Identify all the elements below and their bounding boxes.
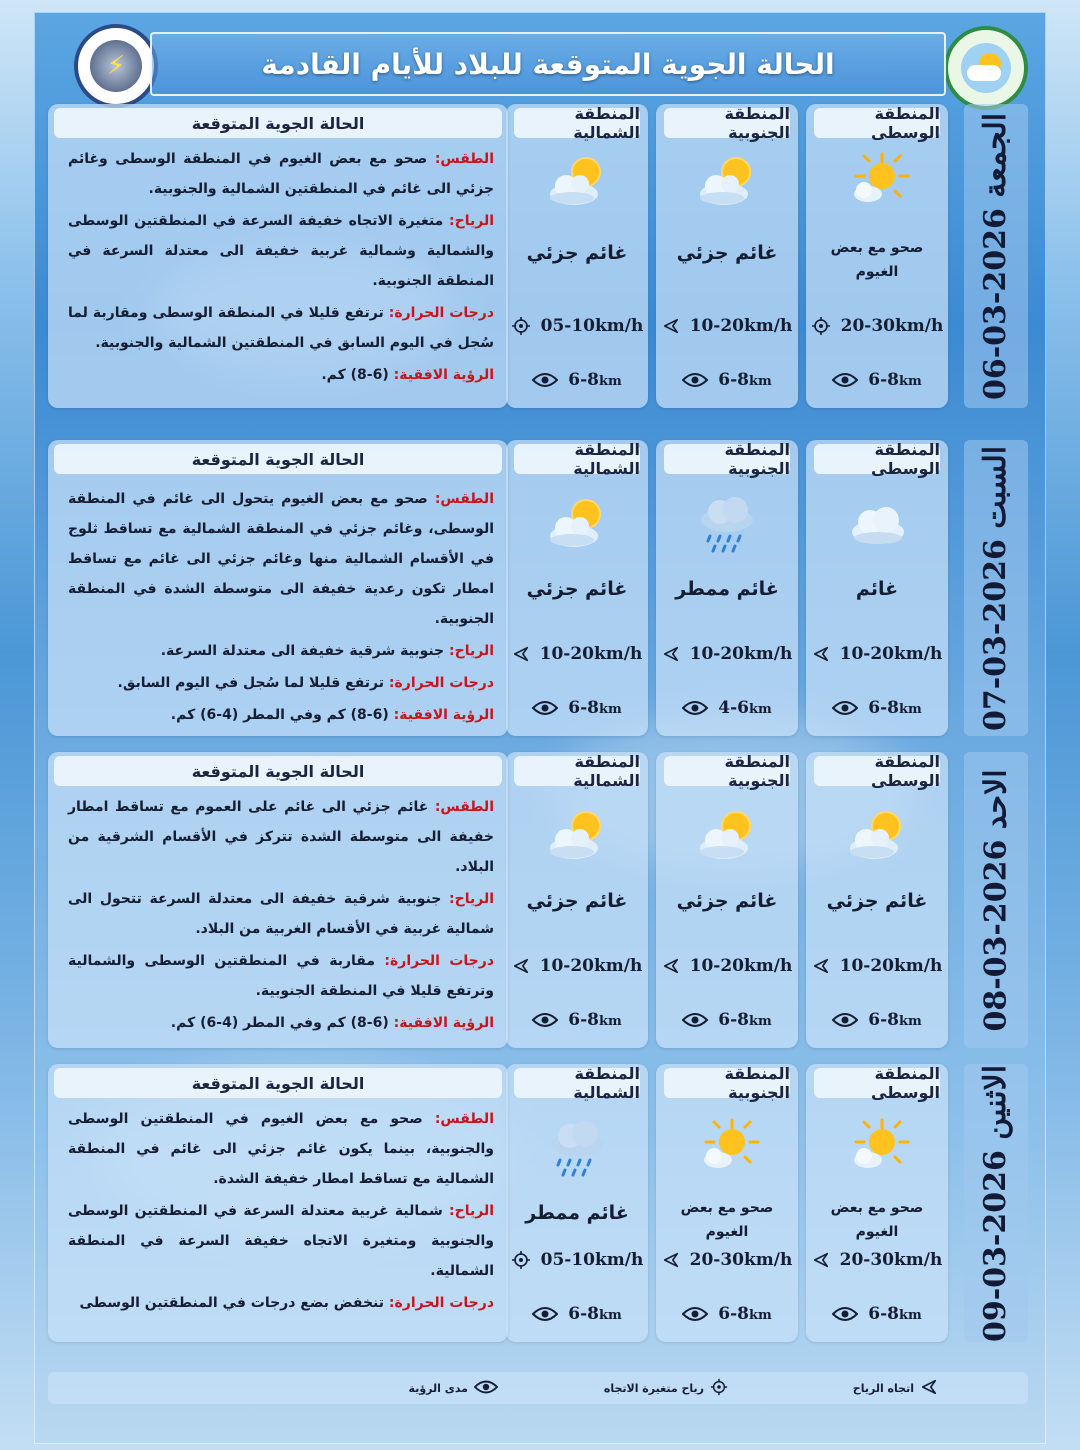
visibility-row — [506, 370, 648, 390]
visibility-row — [806, 1010, 948, 1030]
wind-row — [656, 1250, 798, 1270]
forecast-text: (6-8) كم وفي المطر (4-6) كم. — [170, 707, 394, 723]
weather-dept-logo: ⚡ — [74, 24, 158, 108]
region-condition: غائم ممطر — [525, 1202, 629, 1224]
visibility-value: 6-8 — [568, 1304, 599, 1324]
region-title: المنطقة الشمالية — [514, 108, 640, 138]
region-title: المنطقة الشمالية — [514, 444, 640, 474]
forecast-title: الحالة الجوية المتوقعة — [54, 108, 502, 138]
region-condition: صحو مع بعض الغيوم — [830, 240, 924, 280]
legend-variable-wind — [604, 1378, 728, 1399]
visibility-row — [656, 1304, 798, 1324]
eye-icon — [682, 372, 708, 388]
region-title: المنطقة الجنوبية — [664, 444, 790, 474]
visibility-row — [506, 698, 648, 718]
region-title: المنطقة الوسطى — [814, 444, 940, 474]
forecast-label: درجات الحرارة: — [384, 953, 495, 969]
forecast-text: جنوبية شرقية خفيفة الى معتدلة السرعة. — [160, 643, 450, 659]
forecast-label: الرياح: — [449, 213, 494, 229]
region-card-south — [656, 104, 798, 408]
forecast-body — [68, 484, 494, 732]
wind-row — [506, 644, 648, 664]
region-condition: غائم جزئي — [526, 890, 628, 912]
visibility-value: 6-8 — [568, 1010, 599, 1030]
eye-icon — [832, 1012, 858, 1028]
forecast-text: غائم جزئي الى غائم على العموم مع تساقط امطار خفيفة الى متوسطة الشدة تتركز في الأقسام الشرقية من البلاد. — [68, 799, 494, 875]
wind-row — [806, 316, 948, 336]
day-date-column — [964, 104, 1028, 408]
forecast-paragraph — [68, 1288, 494, 1318]
region-condition: صحو مع بعض الغيوم — [830, 1200, 924, 1240]
visibility-row — [656, 1010, 798, 1030]
region-condition: غائم جزئي — [526, 578, 628, 600]
visibility-unit: km — [598, 374, 622, 389]
meteorology-authority-logo — [944, 26, 1028, 110]
region-card-south — [656, 752, 798, 1048]
forecast-paragraph — [68, 144, 494, 204]
wind-speed: 05-10km/h — [540, 1250, 644, 1270]
region-card-central — [806, 440, 948, 736]
legend-wind-direction — [853, 1378, 938, 1399]
wind-row — [806, 956, 948, 976]
region-title: المنطقة الشمالية — [514, 1068, 640, 1098]
visibility-row — [806, 370, 948, 390]
visibility-row — [656, 370, 798, 390]
partly-cloudy-icon — [842, 802, 912, 872]
region-card-north — [506, 104, 648, 408]
wind-speed: 20-30km/h — [839, 1250, 943, 1270]
visibility-unit: km — [898, 1014, 922, 1029]
wind-speed: 10-20km/h — [689, 956, 793, 976]
visibility-unit: km — [748, 1308, 772, 1323]
forecast-text: تنخفض بضع درجات في المنطقتين الوسطى — [79, 1295, 389, 1311]
region-condition: غائم ممطر — [675, 578, 779, 600]
forecast-paragraph — [68, 484, 494, 634]
eye-icon — [532, 1306, 558, 1322]
variable-wind-icon — [811, 316, 831, 336]
wind-row — [806, 644, 948, 664]
forecast-text: ترتفع قليلا في المنطقة الوسطى ومقاربة لما سُجل في اليوم السابق في المنطقتين الشمالية والجنوبية. — [68, 305, 494, 351]
eye-icon — [474, 1379, 498, 1398]
visibility-value: 6-8 — [718, 370, 749, 390]
forecast-text-card — [48, 440, 508, 736]
forecast-text-card — [48, 1064, 508, 1342]
wind-direction-icon — [662, 645, 680, 663]
forecast-label: الرياح: — [449, 891, 494, 907]
wind-direction-icon — [662, 1251, 680, 1269]
visibility-unit: km — [598, 1308, 622, 1323]
wind-row — [656, 956, 798, 976]
eye-icon — [532, 372, 558, 388]
eye-icon — [832, 700, 858, 716]
visibility-row — [506, 1010, 648, 1030]
forecast-paragraph — [68, 884, 494, 944]
forecast-text: صحو مع بعض الغيوم في المنطقة الوسطى وغائم جزئي الى غائم في المنطقتين الشمالية والجنوبية. — [68, 151, 494, 197]
day-date: الاثنين 2026-03-09 — [978, 1064, 1014, 1342]
eye-icon — [682, 1012, 708, 1028]
region-card-north — [506, 752, 648, 1048]
partly-cloudy-icon — [692, 802, 762, 872]
day-date-column — [964, 440, 1028, 736]
variable-wind-icon — [511, 316, 531, 336]
forecast-paragraph — [68, 946, 494, 1006]
visibility-row — [656, 698, 798, 718]
partly-cloudy-icon — [542, 490, 612, 560]
variable-wind-icon — [710, 1378, 728, 1399]
forecast-text: ترتفع قليلا لما سُجل في اليوم السابق. — [117, 675, 389, 691]
sun-cloud-icon — [842, 1114, 912, 1184]
day-block — [48, 1064, 1028, 1342]
forecast-paragraph — [68, 1008, 494, 1038]
forecast-label: درجات الحرارة: — [388, 1295, 494, 1311]
forecast-text: صحو مع بعض الغيوم في المنطقتين الوسطى والجنوبية، بينما يكون غائم جزئي الى غائم في المنطقة الشمالية مع تساقط امطار خفيفة الشدة. — [68, 1111, 494, 1187]
visibility-unit: km — [898, 702, 922, 717]
region-card-south — [656, 440, 798, 736]
legend-variable-wind-label: رياح متغيرة الاتجاه — [603, 1381, 704, 1395]
rain-cloud-icon — [542, 1114, 612, 1184]
day-block — [48, 440, 1028, 736]
visibility-value: 6-8 — [718, 1010, 749, 1030]
forecast-body — [68, 792, 494, 1040]
wind-speed: 10-20km/h — [839, 644, 943, 664]
eye-icon — [532, 1012, 558, 1028]
wind-direction-icon — [662, 317, 680, 335]
partly-cloudy-icon — [692, 148, 762, 218]
region-card-central — [806, 752, 948, 1048]
forecast-title: الحالة الجوية المتوقعة — [54, 444, 502, 474]
region-card-north — [506, 1064, 648, 1342]
region-title: المنطقة الوسطى — [814, 1068, 940, 1098]
wind-speed: 10-20km/h — [539, 644, 643, 664]
visibility-row — [806, 1304, 948, 1324]
legend-visibility-label: مدى الرؤية — [408, 1381, 468, 1395]
wind-direction-icon — [812, 1251, 830, 1269]
forecast-paragraph — [68, 360, 494, 390]
day-block — [48, 752, 1028, 1048]
day-date-column — [964, 752, 1028, 1048]
forecast-paragraph — [68, 668, 494, 698]
legend-visibility — [409, 1379, 498, 1398]
day-date-column — [964, 1064, 1028, 1342]
visibility-row — [806, 698, 948, 718]
forecast-label: الطقس: — [434, 491, 494, 507]
wind-speed: 10-20km/h — [689, 644, 793, 664]
forecast-label: درجات الحرارة: — [388, 305, 495, 321]
visibility-unit: km — [748, 702, 772, 717]
wind-speed: 10-20km/h — [539, 956, 643, 976]
variable-wind-icon — [511, 1250, 531, 1270]
forecast-paragraph — [68, 792, 494, 882]
visibility-value: 6-8 — [868, 698, 899, 718]
region-card-central — [806, 1064, 948, 1342]
wind-speed: 20-30km/h — [689, 1250, 793, 1270]
region-condition: غائم جزئي — [676, 890, 778, 912]
eye-icon — [532, 700, 558, 716]
forecast-label: الرياح: — [449, 643, 494, 659]
partly-cloudy-icon — [542, 802, 612, 872]
forecast-label: الطقس: — [434, 1111, 494, 1127]
region-title: المنطقة الوسطى — [814, 108, 940, 138]
region-title: المنطقة الوسطى — [814, 756, 940, 786]
forecast-label: الرؤية الافقية: — [393, 1015, 494, 1031]
forecast-text: صحو مع بعض الغيوم يتحول الى غائم في المنطقة الوسطى، وغائم جزئي في المنطقة الشمالية مع تساقط ثلوج في الأقسام الشمالية منها وغائم جزئي الى غائم مع تساقط امطار تكون رعدية خفيفة الى متوسطة الشدة في المنطقة الجنوبية. — [68, 491, 494, 627]
wind-row — [506, 1250, 648, 1270]
forecast-label: الرؤية الافقية: — [393, 707, 494, 723]
visibility-value: 6-8 — [868, 370, 899, 390]
visibility-unit: km — [898, 374, 922, 389]
visibility-value: 6-8 — [868, 1304, 899, 1324]
visibility-unit: km — [898, 1308, 922, 1323]
region-title: المنطقة الشمالية — [514, 756, 640, 786]
day-date: الجمعة 2026-03-06 — [978, 112, 1014, 400]
forecast-paragraph — [68, 298, 494, 358]
wind-direction-icon — [920, 1378, 938, 1399]
wind-direction-icon — [812, 645, 830, 663]
forecast-paragraph — [68, 206, 494, 296]
day-block — [48, 104, 1028, 408]
wind-direction-icon — [512, 957, 530, 975]
sun-cloud-icon — [692, 1114, 762, 1184]
forecast-body — [68, 1104, 494, 1320]
region-condition: غائم جزئي — [826, 890, 928, 912]
eye-icon — [682, 700, 708, 716]
rain-cloud-icon — [692, 490, 762, 560]
visibility-unit: km — [598, 702, 622, 717]
region-card-south — [656, 1064, 798, 1342]
visibility-row — [506, 1304, 648, 1324]
visibility-value: 6-8 — [868, 1010, 899, 1030]
forecast-label: درجات الحرارة: — [388, 675, 494, 691]
partly-cloudy-icon — [542, 148, 612, 218]
visibility-unit: km — [748, 1014, 772, 1029]
visibility-value: 6-8 — [568, 370, 599, 390]
wind-speed: 05-10km/h — [540, 316, 644, 336]
region-condition: غائم جزئي — [676, 242, 778, 264]
forecast-text: شمالية غربية معتدلة السرعة في المنطقتين الوسطى والجنوبية ومتغيرة الاتجاه خفيفة السرعة في المنطقة الشمالية. — [68, 1203, 494, 1279]
wind-row — [506, 956, 648, 976]
wind-direction-icon — [662, 957, 680, 975]
forecast-paragraph — [68, 1196, 494, 1286]
forecast-label: الطقس: — [434, 799, 494, 815]
forecast-label: الطقس: — [434, 151, 494, 167]
region-card-north — [506, 440, 648, 736]
eye-icon — [682, 1306, 708, 1322]
forecast-text: متغيرة الاتجاه خفيفة السرعة في المنطقتين الوسطى والشمالية وشمالية غربية خفيفة الى معتدلة السرعة في المنطقة الجنوبية. — [68, 213, 494, 289]
region-title: المنطقة الجنوبية — [664, 108, 790, 138]
region-condition: غائم جزئي — [526, 242, 628, 264]
forecast-text: جنوبية شرقية خفيفة الى معتدلة السرعة تتحول الى شمالية غربية في الأقسام الغربية من البلاد. — [68, 891, 494, 937]
wind-row — [806, 1250, 948, 1270]
sun-cloud-icon — [842, 148, 912, 218]
day-date: الاحد 2026-03-08 — [978, 768, 1014, 1032]
region-card-central — [806, 104, 948, 408]
wind-direction-icon — [812, 957, 830, 975]
forecast-paragraph — [68, 636, 494, 666]
forecast-body — [68, 144, 494, 392]
forecast-label: الرياح: — [449, 1203, 494, 1219]
forecast-text: (6-8) كم وفي المطر (4-6) كم. — [170, 1015, 394, 1031]
region-title: المنطقة الجنوبية — [664, 1068, 790, 1098]
wind-speed: 10-20km/h — [689, 316, 793, 336]
eye-icon — [832, 372, 858, 388]
page-title: الحالة الجوية المتوقعة للبلاد للأيام القادمة — [150, 32, 946, 96]
forecast-label: الرؤية الافقية: — [393, 367, 494, 383]
cloud-icon — [842, 490, 912, 560]
wind-row — [656, 316, 798, 336]
wind-speed: 20-30km/h — [840, 316, 944, 336]
visibility-unit: km — [598, 1014, 622, 1029]
forecast-title: الحالة الجوية المتوقعة — [54, 756, 502, 786]
legend-wind-direction-label: اتجاه الرياح — [852, 1381, 914, 1395]
region-condition: صحو مع بعض الغيوم — [680, 1200, 774, 1240]
wind-speed: 10-20km/h — [839, 956, 943, 976]
wind-direction-icon — [512, 645, 530, 663]
region-title: المنطقة الجنوبية — [664, 756, 790, 786]
forecast-text: (6-8) كم. — [321, 367, 394, 383]
wind-row — [506, 316, 648, 336]
visibility-unit: km — [748, 374, 772, 389]
forecast-text: مقاربة في المنطقتين الوسطى والشمالية وترتفع قليلا في المنطقة الجنوبية. — [68, 953, 494, 999]
forecast-text-card — [48, 752, 508, 1048]
eye-icon — [832, 1306, 858, 1322]
forecast-title: الحالة الجوية المتوقعة — [54, 1068, 502, 1098]
region-condition: غائم — [855, 578, 899, 600]
forecast-paragraph — [68, 1104, 494, 1194]
forecast-text-card — [48, 104, 508, 408]
visibility-value: 6-8 — [568, 698, 599, 718]
forecast-paragraph — [68, 700, 494, 730]
legend — [48, 1372, 1028, 1404]
visibility-value: 6-8 — [718, 1304, 749, 1324]
visibility-value: 4-6 — [718, 698, 749, 718]
wind-row — [656, 644, 798, 664]
day-date: السبت 2026-03-07 — [978, 445, 1014, 731]
